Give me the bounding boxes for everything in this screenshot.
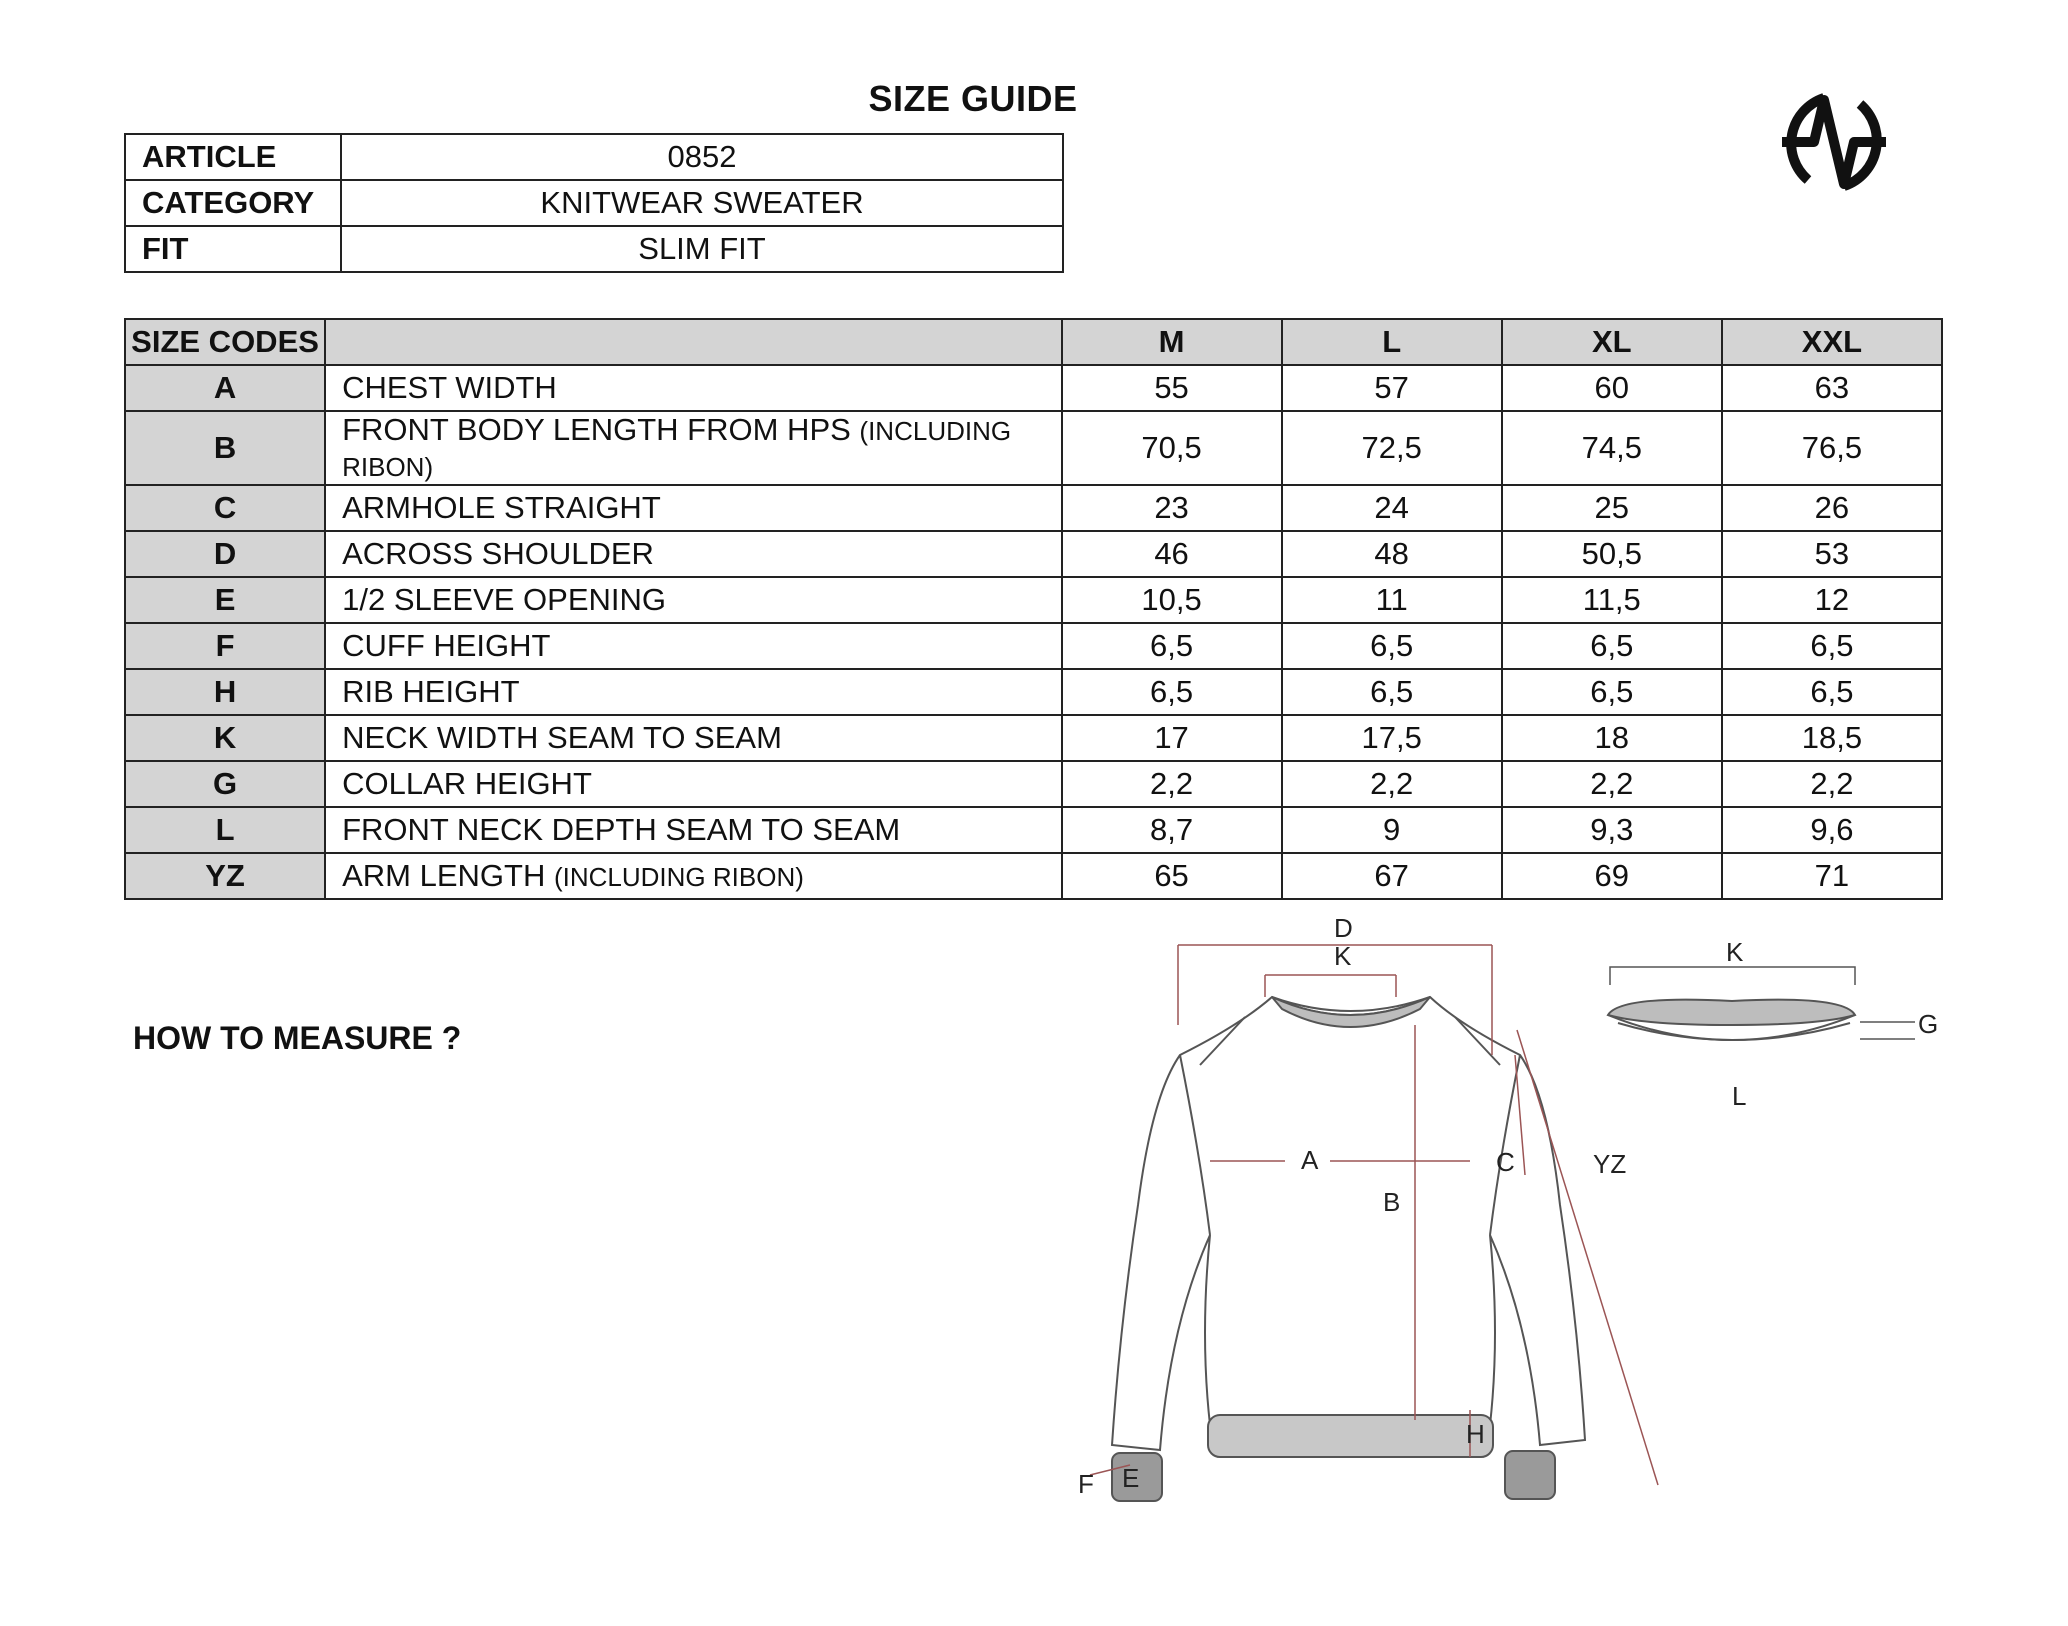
measurement-code: C xyxy=(125,485,325,531)
collar-detail xyxy=(1608,967,1915,1040)
size-value: 2,2 xyxy=(1062,761,1282,807)
diagram-label-k: K xyxy=(1334,941,1352,971)
diagram-label-e: E xyxy=(1122,1463,1140,1493)
size-value: 2,2 xyxy=(1502,761,1722,807)
diagram-label-a: A xyxy=(1301,1145,1319,1175)
article-info-table xyxy=(124,133,1064,273)
measurement-name: CHEST WIDTH xyxy=(342,370,557,405)
measurement-note: (INCLUDING RIBON) xyxy=(553,862,804,892)
info-row xyxy=(125,180,1063,226)
measurement-row xyxy=(125,531,1942,577)
size-codes-header: SIZE CODES xyxy=(125,319,325,365)
size-value: 8,7 xyxy=(1062,807,1282,853)
size-value: 18,5 xyxy=(1722,715,1942,761)
size-value: 18 xyxy=(1502,715,1722,761)
size-table-header xyxy=(125,319,1942,365)
size-value: 11,5 xyxy=(1502,577,1722,623)
size-value: 50,5 xyxy=(1502,531,1722,577)
size-value: 26 xyxy=(1722,485,1942,531)
measurement-code: H xyxy=(125,669,325,715)
measurement-row xyxy=(125,485,1942,531)
measurement-row xyxy=(125,577,1942,623)
size-header-xl: XL xyxy=(1502,319,1722,365)
diagram-label-f: F xyxy=(1078,1469,1094,1499)
measurement-name-cell xyxy=(325,853,1061,899)
size-value: 6,5 xyxy=(1062,623,1282,669)
info-value: 0852 xyxy=(341,134,1063,180)
size-value: 57 xyxy=(1282,365,1502,411)
size-value: 72,5 xyxy=(1282,411,1502,485)
measurement-lines xyxy=(1090,945,1658,1485)
size-value: 55 xyxy=(1062,365,1282,411)
size-value: 76,5 xyxy=(1722,411,1942,485)
sweater-outline xyxy=(1112,997,1585,1450)
measurement-name: 1/2 SLEEVE OPENING xyxy=(342,582,667,617)
size-header-m: M xyxy=(1062,319,1282,365)
measurement-name-header xyxy=(325,319,1061,365)
info-value: SLIM FIT xyxy=(341,226,1063,272)
measurement-name: FRONT NECK DEPTH SEAM TO SEAM xyxy=(342,812,901,847)
diagram-label-yz: YZ xyxy=(1593,1149,1627,1179)
measurement-code: D xyxy=(125,531,325,577)
measurement-code: E xyxy=(125,577,325,623)
measurement-name-cell xyxy=(325,531,1061,577)
size-value: 9,6 xyxy=(1722,807,1942,853)
size-header-l: L xyxy=(1282,319,1502,365)
measurement-name-cell xyxy=(325,485,1061,531)
measurement-name-cell xyxy=(325,577,1061,623)
size-table xyxy=(124,318,1943,900)
measurement-name: COLLAR HEIGHT xyxy=(342,766,592,801)
measurement-row xyxy=(125,365,1942,411)
size-value: 17 xyxy=(1062,715,1282,761)
collar-label-k: K xyxy=(1726,937,1744,967)
size-value: 17,5 xyxy=(1282,715,1502,761)
info-key: FIT xyxy=(125,226,341,272)
size-value: 67 xyxy=(1282,853,1502,899)
measurement-name-cell xyxy=(325,669,1061,715)
measurement-code: K xyxy=(125,715,325,761)
size-value: 48 xyxy=(1282,531,1502,577)
hem-rib xyxy=(1208,1415,1493,1457)
info-value: KNITWEAR SWEATER xyxy=(341,180,1063,226)
collar-label-g: G xyxy=(1918,1009,1939,1039)
diagram-label-d: D xyxy=(1334,913,1353,943)
measurement-row xyxy=(125,807,1942,853)
size-value: 53 xyxy=(1722,531,1942,577)
size-value: 46 xyxy=(1062,531,1282,577)
page-title: SIZE GUIDE xyxy=(868,78,1078,119)
info-row xyxy=(125,226,1063,272)
size-value: 65 xyxy=(1062,853,1282,899)
brand-logo-icon xyxy=(1778,86,1890,198)
measurement-row xyxy=(125,623,1942,669)
measurement-row xyxy=(125,715,1942,761)
info-row xyxy=(125,134,1063,180)
measurement-code: B xyxy=(125,411,325,485)
measurement-name: ACROSS SHOULDER xyxy=(342,536,654,571)
sweater-measurement-diagram xyxy=(1060,905,1960,1535)
measurement-code: A xyxy=(125,365,325,411)
size-value: 6,5 xyxy=(1502,669,1722,715)
size-value: 6,5 xyxy=(1282,669,1502,715)
measurement-row xyxy=(125,853,1942,899)
measurement-note: (INCLUDING RIBON) xyxy=(342,416,1012,482)
size-value: 12 xyxy=(1722,577,1942,623)
size-value: 6,5 xyxy=(1062,669,1282,715)
size-value: 60 xyxy=(1502,365,1722,411)
size-value: 63 xyxy=(1722,365,1942,411)
measurement-row xyxy=(125,761,1942,807)
size-value: 6,5 xyxy=(1282,623,1502,669)
size-value: 74,5 xyxy=(1502,411,1722,485)
size-value: 71 xyxy=(1722,853,1942,899)
measurement-name: ARM LENGTH xyxy=(342,858,546,893)
size-value: 25 xyxy=(1502,485,1722,531)
size-value: 69 xyxy=(1502,853,1722,899)
size-value: 70,5 xyxy=(1062,411,1282,485)
measurement-name-cell xyxy=(325,411,1061,485)
measurement-name-cell xyxy=(325,715,1061,761)
measurement-name: ARMHOLE STRAIGHT xyxy=(342,490,661,525)
measurement-code: L xyxy=(125,807,325,853)
measurement-row xyxy=(125,669,1942,715)
size-value: 2,2 xyxy=(1282,761,1502,807)
size-header-xxl: XXL xyxy=(1722,319,1942,365)
size-value: 6,5 xyxy=(1722,623,1942,669)
measurement-code: F xyxy=(125,623,325,669)
measurement-name-cell xyxy=(325,365,1061,411)
measurement-name: RIB HEIGHT xyxy=(342,674,520,709)
size-value: 6,5 xyxy=(1722,669,1942,715)
measurement-row xyxy=(125,411,1942,485)
measurement-code: YZ xyxy=(125,853,325,899)
how-to-measure-heading: HOW TO MEASURE ? xyxy=(133,1020,462,1056)
measurement-code: G xyxy=(125,761,325,807)
size-value: 2,2 xyxy=(1722,761,1942,807)
collar-label-l: L xyxy=(1732,1081,1747,1111)
right-cuff xyxy=(1505,1451,1555,1499)
measurement-name-cell xyxy=(325,623,1061,669)
diagram-label-b: B xyxy=(1383,1187,1401,1217)
size-value: 6,5 xyxy=(1502,623,1722,669)
size-value: 24 xyxy=(1282,485,1502,531)
diagram-label-c: C xyxy=(1496,1147,1515,1177)
size-value: 11 xyxy=(1282,577,1502,623)
diagram-label-h: H xyxy=(1466,1419,1485,1449)
measurement-name: NECK WIDTH SEAM TO SEAM xyxy=(342,720,782,755)
measurement-name-cell xyxy=(325,807,1061,853)
size-value: 23 xyxy=(1062,485,1282,531)
info-key: CATEGORY xyxy=(125,180,341,226)
measurement-name: CUFF HEIGHT xyxy=(342,628,551,663)
size-value: 9,3 xyxy=(1502,807,1722,853)
measurement-name-cell xyxy=(325,761,1061,807)
size-value: 9 xyxy=(1282,807,1502,853)
measurement-name: FRONT BODY LENGTH FROM HPS xyxy=(342,412,851,447)
size-value: 10,5 xyxy=(1062,577,1282,623)
info-key: ARTICLE xyxy=(125,134,341,180)
